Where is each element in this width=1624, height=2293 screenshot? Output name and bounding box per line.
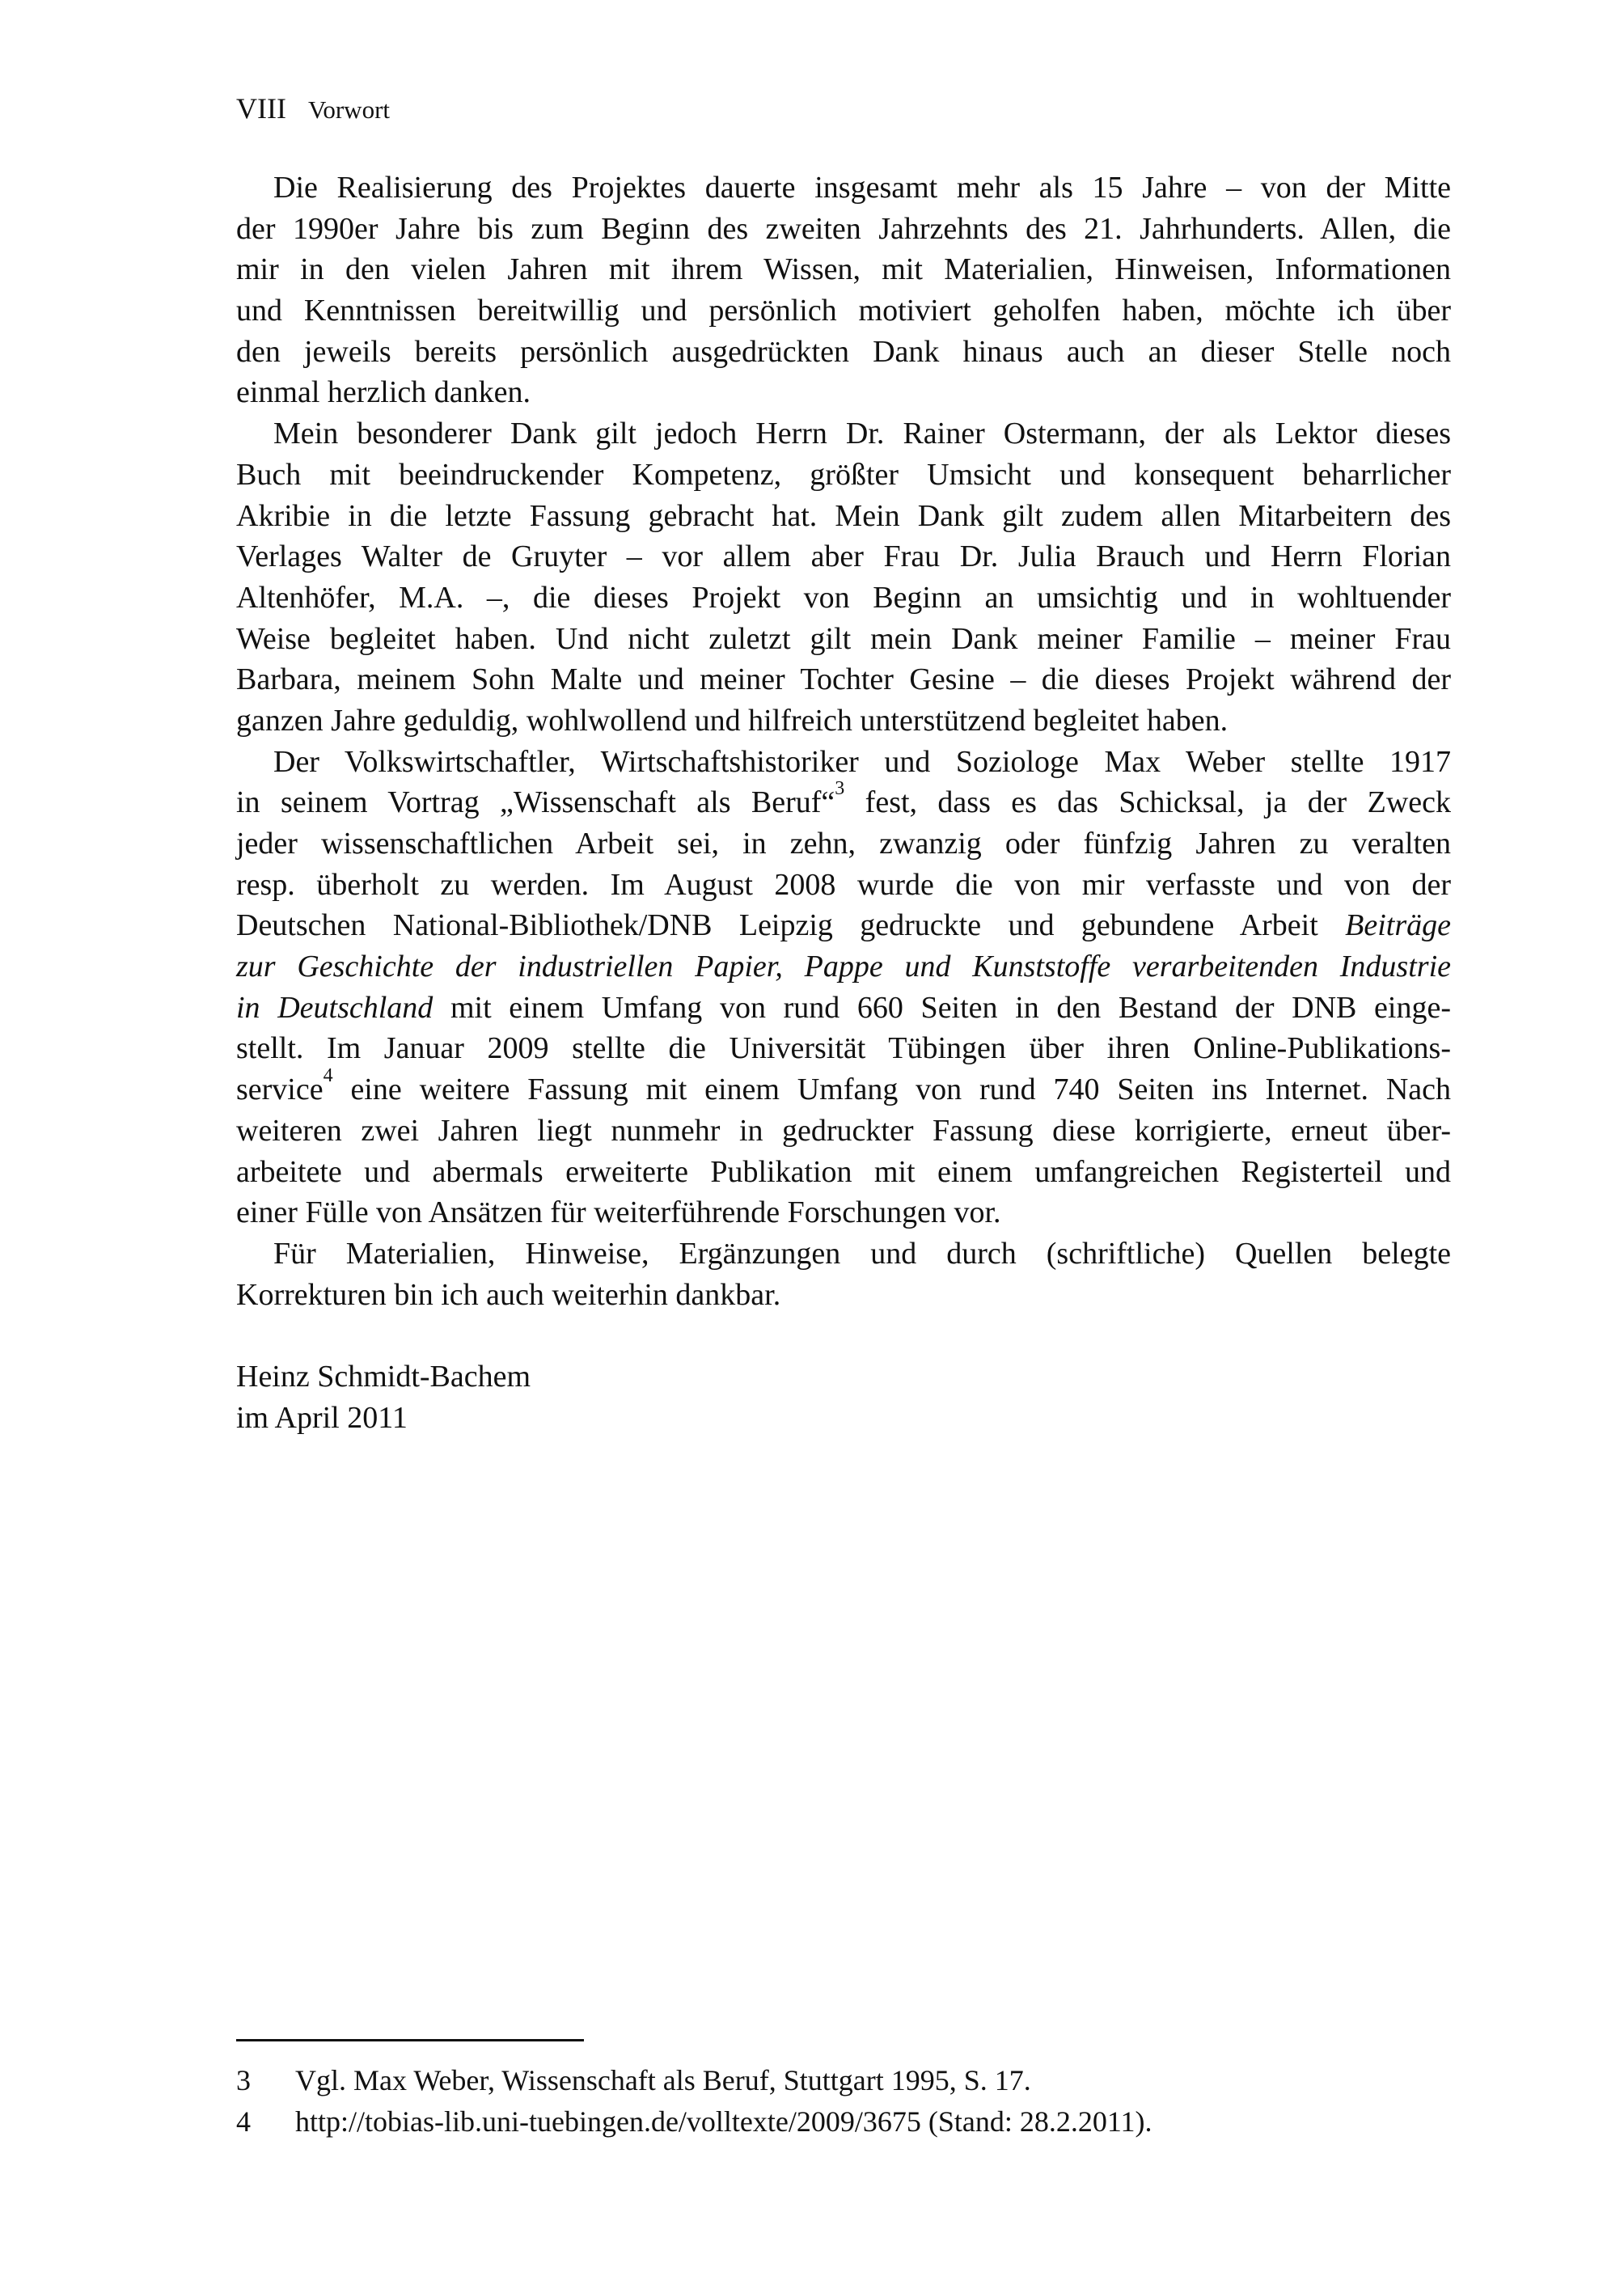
text-segment: fest, dass es das Schicksal, ja der Zweck — [844, 785, 1451, 820]
text-line — [236, 659, 1451, 700]
text-line — [236, 946, 1451, 988]
text-line — [236, 372, 1451, 413]
text-segment: eine weitere Fassung mit einem Umfang von rund 740 Seiten ins Internet. Nach — [332, 1072, 1451, 1107]
text-line — [236, 988, 1451, 1029]
paragraphs — [236, 167, 1451, 1315]
text-line — [236, 1152, 1451, 1193]
text-segment: resp. überholt zu werden. Im August 2008 wurde die von mir verfasste und von der — [236, 867, 1451, 902]
text-line — [236, 1111, 1451, 1152]
text-segment: einmal herzlich danken. — [236, 375, 531, 410]
body-text — [236, 167, 1451, 1438]
text-segment: Die Realisierung des Projektes dauerte insgesamt mehr als 15 Jahre – von der Mitte — [273, 171, 1451, 205]
text-segment: arbeitete und abermals erweiterte Publikation mit einem umfangreichen Registerteil und — [236, 1154, 1451, 1189]
text-segment: ganzen Jahre geduldig, wohlwollend und hilfreich unterstützend begleitet haben. — [236, 703, 1229, 738]
text-line — [236, 1065, 1451, 1111]
italic-title: Beiträge — [1345, 908, 1451, 943]
footnote-number: 4 — [236, 2105, 251, 2138]
text-line — [236, 1192, 1451, 1233]
text-segment: mit einem Umfang von rund 660 Seiten in den Bestand der DNB einge- — [433, 990, 1451, 1025]
paragraph — [236, 742, 1451, 1233]
page-number: VIII — [236, 92, 286, 125]
signature-block — [236, 1356, 1451, 1438]
running-header — [236, 91, 390, 128]
italic-title: in Deutschland — [236, 990, 433, 1025]
italic-title: zur Geschichte der industriellen Papier, Pappe und Kunststoffe verarbeitenden Industrie — [236, 950, 1451, 984]
text-segment: Mein besonderer Dank gilt jedoch Herrn Dr. Rainer Ostermann, der als Lektor dieses — [273, 417, 1451, 451]
text-segment: Korrekturen bin ich auch weiterhin dankbar. — [236, 1277, 781, 1312]
text-segment: Weise begleitet haben. Und nicht zuletzt gilt mein Dank meiner Familie – meiner Frau — [236, 621, 1451, 656]
footnote-number: 3 — [236, 2064, 251, 2096]
text-segment: Deutschen National-Bibliothek/DNB Leipzig gedruckte und gebundene Arbeit — [236, 908, 1346, 943]
text-segment: und Kenntnissen bereitwillig und persönlich motiviert geholfen haben, möchte ich über — [236, 294, 1451, 328]
text-line — [236, 700, 1451, 742]
text-line — [236, 778, 1451, 823]
text-line — [236, 249, 1451, 290]
signature-name: Heinz Schmidt-Bachem — [236, 1359, 531, 1394]
footnote-separator — [236, 2039, 584, 2041]
footnote-reference: 4 — [323, 1065, 333, 1087]
footnote — [236, 2101, 1152, 2143]
text-line — [236, 905, 1451, 946]
text-segment: einer Fülle von Ansätzen für weiterführende Forschungen vor. — [236, 1195, 1001, 1230]
text-segment: service — [236, 1072, 324, 1107]
text-line — [236, 865, 1451, 906]
text-line — [236, 1275, 1451, 1316]
text-segment: Barbara, meinem Sohn Malte und meiner Tochter Gesine – die dieses Projekt während der — [236, 662, 1451, 697]
text-segment: Der Volkswirtschaftler, Wirtschaftshistoriker und Soziologe Max Weber stellte 1917 — [273, 744, 1451, 779]
text-segment: stellt. Im Januar 2009 stellte die Universität Tübingen über ihren Online-Publikations- — [236, 1031, 1451, 1066]
signature-date: im April 2011 — [236, 1400, 408, 1435]
paragraph — [236, 1233, 1451, 1315]
text-segment: in seinem Vortrag „Wissenschaft als Beruf“ — [236, 785, 835, 820]
text-segment: mir in den vielen Jahren mit ihrem Wissen, mit Materialien, Hinweisen, Informationen — [236, 252, 1451, 287]
text-segment: Für Materialien, Hinweise, Ergänzungen und durch (schriftliche) Quellen belegte — [273, 1236, 1451, 1271]
text-segment: Verlages Walter de Gruyter – vor allem aber Frau Dr. Julia Brauch und Herrn Florian — [236, 539, 1451, 574]
spacer — [236, 1315, 1451, 1356]
text-line — [236, 413, 1451, 455]
text-line — [236, 290, 1451, 332]
text-line — [236, 1028, 1451, 1069]
text-line — [236, 167, 1451, 209]
text-line — [236, 536, 1451, 577]
text-line — [236, 332, 1451, 373]
footnote-reference: 3 — [835, 778, 845, 800]
text-line — [236, 455, 1451, 496]
paragraph — [236, 167, 1451, 413]
text-line — [236, 742, 1451, 783]
text-line — [236, 823, 1451, 865]
text-segment: Buch mit beeindruckender Kompetenz, größter Umsicht und konsequent beharrlicher — [236, 457, 1451, 492]
text-segment: jeder wissenschaftlichen Arbeit sei, in zehn, zwanzig oder fünfzig Jahren zu veralten — [236, 827, 1451, 861]
running-title: Vorwort — [307, 95, 391, 124]
footnote — [236, 2060, 1152, 2101]
paragraph — [236, 413, 1451, 742]
text-segment: den jeweils bereits persönlich ausgedrückten Dank hinaus auch an dieser Stelle noch — [236, 334, 1451, 369]
footnotes — [236, 2060, 1152, 2143]
text-line — [236, 496, 1451, 537]
footnote-text: Vgl. Max Weber, Wissenschaft als Beruf, Stuttgart 1995, S. 17. — [295, 2064, 1031, 2096]
footnote-text: http://tobias-lib.uni-tuebingen.de/volltexte/2009/3675 (Stand: 28.2.2011). — [295, 2105, 1152, 2138]
text-segment: weiteren zwei Jahren liegt nunmehr in gedruckter Fassung diese korrigierte, erneut über- — [236, 1113, 1451, 1148]
text-line — [236, 619, 1451, 660]
text-segment: Altenhöfer, M.A. –, die dieses Projekt von Beginn an umsichtig und in wohltuender — [236, 580, 1451, 615]
text-segment: Akribie in die letzte Fassung gebracht hat. Mein Dank gilt zudem allen Mitarbeitern des — [236, 498, 1451, 533]
text-line — [236, 1233, 1451, 1275]
text-line — [236, 209, 1451, 250]
text-line — [236, 577, 1451, 619]
text-segment: der 1990er Jahre bis zum Beginn des zweiten Jahrzehnts des 21. Jahrhunderts. Allen, die — [236, 211, 1451, 246]
